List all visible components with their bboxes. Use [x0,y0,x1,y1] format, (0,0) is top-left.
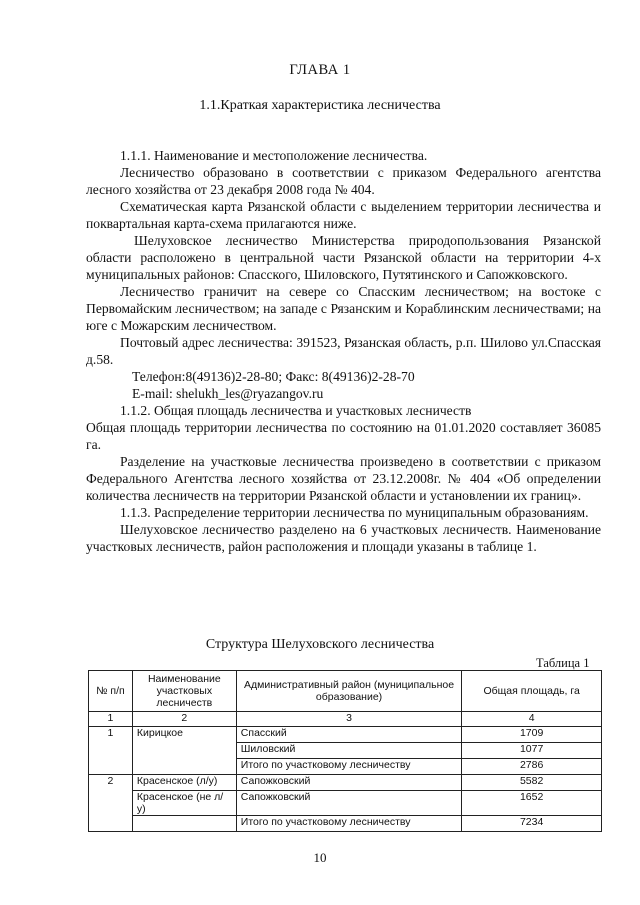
paragraph-address: Почтовый адрес лесничества: 391523, Рязанская область, р.п. Шилово ул.Спасская д.58. [86,335,601,367]
table-row [89,791,602,816]
subsection-1-1-3: 1.1.3. Распределение территории лесничества по муниципальным образованиям. [120,505,589,520]
area-value: 1709 [462,727,602,743]
body-text [86,147,601,555]
forestry-name-empty [132,816,236,832]
column-number: 1 [89,712,133,727]
area-value: 7234 [462,816,602,832]
header-name: Наименование участковых лесничеств [132,671,236,712]
page-number: 10 [313,850,327,865]
header-number: № п/п [89,671,133,712]
table-caption: Структура Шелуховского лесничества [205,637,435,652]
forestry-name: Красенское (л/у) [132,775,236,791]
column-number: 4 [462,712,602,727]
area-value: 5582 [462,775,602,791]
subsection-1-1-2: 1.1.2. Общая площадь лесничества и участковых лесничеств [120,403,472,418]
section-title: 1.1.Краткая характеристика лесничества [199,98,441,113]
chapter-title: ГЛАВА 1 [289,62,351,78]
district-name: Итого по участковому лесничеству [236,816,462,832]
district-name: Сапожковский [236,791,462,816]
column-number-row [89,712,602,727]
row-number: 2 [89,775,133,832]
phone-fax: Телефон:8(49136)2-28-80; Факс: 8(49136)2-28-70 [132,369,415,384]
district-name: Итого по участковому лесничеству [236,759,462,775]
district-name: Сапожковский [236,775,462,791]
district-name: Шиловский [236,743,462,759]
header-district: Административный район (муниципальное образование) [236,671,462,712]
paragraph-borders: Лесничество граничит на севере со Спасским лесничеством; на востоке с Первомайским лесничеством; на западе с Рязанским и Кораблинским лесничествами; на юге с Можарским лесничеством. [86,284,601,333]
email-address: E-mail: shelukh_les@ryazangov.ru [132,386,324,401]
paragraph-map: Схематическая карта Рязанской области с выделением территории лесничества и поквартальная карта-схема прилагаются ниже. [86,199,601,231]
area-value: 2786 [462,759,602,775]
area-value: 1077 [462,743,602,759]
subsection-1-1-1: 1.1.1. Наименование и местоположение лесничества. [120,148,428,163]
paragraph-total-area: Общая площадь территории лесничества по состоянию на 01.01.2020 составляет 36085 га. [86,420,601,452]
area-value: 1652 [462,791,602,816]
paragraph-location: Шелуховское лесничество Министерства природопользования Рязанской области расположено в центральной части Рязанской области на территории 4-х муниципальных районов: Спасского, Шиловского, Путятинского и Сапожковского. [86,233,601,282]
forestry-name: Кирицкое [132,727,236,775]
paragraph-structure: Шелуховское лесничество разделено на 6 участковых лесничеств. Наименование участковых лесничеств, район расположения и площади указаны в таблице 1. [86,522,601,554]
table-row [89,816,602,832]
forestry-name: Красенское (не л/у) [132,791,236,816]
table-row [89,775,602,791]
row-number: 1 [89,727,133,775]
table-label: Таблица 1 [536,656,590,670]
column-number: 3 [236,712,462,727]
table-header-row [89,671,602,712]
paragraph-formation: Лесничество образовано в соответствии с приказом Федерального агентства лесного хозяйства от 23 декабря 2008 года № 404. [86,165,601,197]
table-row [89,727,602,743]
structure-table [88,670,602,832]
header-area: Общая площадь, га [462,671,602,712]
district-name: Спасский [236,727,462,743]
paragraph-division: Разделение на участковые лесничества произведено в соответствии с приказом Федерального Агентства лесного хозяйства от 23.12.2008г. № 404 «Об определении количества лесничеств на территории Рязанской области и установлении их границ». [86,454,601,503]
column-number: 2 [132,712,236,727]
